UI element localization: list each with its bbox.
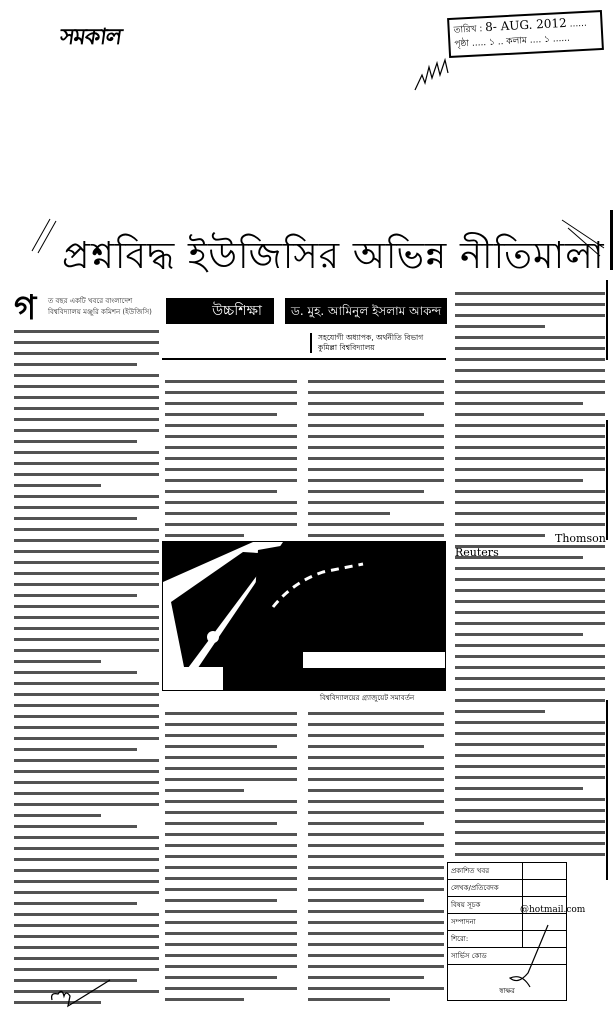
text-line bbox=[14, 330, 159, 333]
text-line bbox=[165, 424, 297, 427]
form-row-label: প্রকাশিত খবর bbox=[451, 867, 490, 875]
signature-scribble-icon bbox=[48, 970, 118, 1010]
text-line bbox=[455, 424, 605, 427]
text-line bbox=[14, 946, 159, 949]
text-line bbox=[165, 987, 297, 990]
text-line bbox=[308, 756, 444, 759]
text-line bbox=[165, 899, 277, 902]
text-line bbox=[14, 880, 159, 883]
text-line bbox=[308, 789, 444, 792]
text-line bbox=[455, 446, 605, 449]
text-line bbox=[165, 446, 297, 449]
text-line bbox=[14, 352, 159, 355]
text-line bbox=[455, 809, 605, 812]
stamp-page-row: পৃষ্ঠা ..... ১ .. কলাম .... ১ ...... bbox=[454, 33, 571, 50]
text-line bbox=[308, 965, 444, 968]
text-line bbox=[455, 292, 605, 295]
text-line bbox=[455, 468, 605, 471]
text-line bbox=[165, 943, 297, 946]
text-line bbox=[14, 572, 159, 575]
text-line bbox=[14, 396, 159, 399]
text-line bbox=[308, 723, 444, 726]
form-signature-label: স্বাক্ষর bbox=[499, 987, 515, 995]
text-line bbox=[165, 723, 297, 726]
text-line bbox=[165, 954, 297, 957]
text-line bbox=[455, 490, 605, 493]
right-edge-line bbox=[606, 280, 608, 360]
text-line bbox=[14, 737, 159, 740]
text-line bbox=[14, 363, 137, 366]
text-line bbox=[455, 710, 545, 713]
text-line bbox=[14, 506, 159, 509]
text-line bbox=[165, 998, 244, 1001]
text-line bbox=[14, 429, 159, 432]
right-edge-line bbox=[606, 420, 608, 540]
stamp-column-value: ১ bbox=[543, 34, 551, 46]
text-line bbox=[308, 391, 444, 394]
text-column-6 bbox=[455, 292, 605, 864]
text-line bbox=[14, 836, 159, 839]
text-line bbox=[308, 534, 444, 537]
text-line bbox=[455, 655, 605, 658]
text-line bbox=[455, 633, 583, 636]
text-line bbox=[455, 578, 605, 581]
text-line bbox=[308, 943, 444, 946]
text-column-3 bbox=[308, 380, 444, 545]
text-line bbox=[308, 800, 444, 803]
author-role-institution: কুমিল্লা বিশ্ববিদ্যালয় bbox=[318, 343, 375, 352]
author-name: ড. মুহ. আমিনুল ইসলাম আকন্দ bbox=[285, 298, 447, 324]
form-row-label: লেখক/প্রতিবেদক bbox=[451, 884, 499, 892]
text-line bbox=[308, 822, 424, 825]
article-headline: প্রশ্নবিদ্ধ ইউজিসির অভিন্ন নীতিমালা bbox=[62, 234, 605, 277]
quote-mark-right-icon bbox=[560, 218, 610, 258]
text-line bbox=[165, 402, 297, 405]
text-line bbox=[14, 561, 159, 564]
stamp-page-label: পৃষ্ঠা bbox=[454, 38, 470, 50]
text-line bbox=[455, 479, 583, 482]
graduation-photo-image bbox=[163, 542, 445, 690]
text-line bbox=[308, 457, 444, 460]
text-line bbox=[165, 877, 297, 880]
text-line bbox=[455, 358, 605, 361]
text-line bbox=[455, 798, 605, 801]
text-line bbox=[14, 671, 137, 674]
text-line bbox=[455, 677, 605, 680]
text-line bbox=[455, 567, 605, 570]
text-line bbox=[165, 391, 297, 394]
text-line bbox=[455, 732, 605, 735]
text-line bbox=[455, 787, 583, 790]
text-line bbox=[14, 682, 159, 685]
form-row bbox=[448, 863, 566, 880]
text-line bbox=[308, 512, 390, 515]
text-line bbox=[165, 479, 297, 482]
form-row-label: শিরো: bbox=[451, 935, 469, 943]
text-line bbox=[308, 479, 444, 482]
text-line bbox=[308, 976, 424, 979]
text-line bbox=[165, 921, 297, 924]
text-line bbox=[165, 512, 297, 515]
text-line bbox=[308, 712, 444, 715]
article-photo bbox=[162, 541, 446, 691]
text-line bbox=[165, 490, 277, 493]
text-line bbox=[455, 743, 605, 746]
text-line bbox=[455, 831, 605, 834]
text-line bbox=[165, 965, 297, 968]
text-line bbox=[308, 402, 444, 405]
stamp-date-value: 8- AUG. 2012 bbox=[484, 15, 568, 35]
text-line bbox=[14, 935, 159, 938]
text-line bbox=[455, 754, 605, 757]
english-text-thomson: Thomson bbox=[555, 532, 606, 545]
text-line bbox=[455, 842, 605, 845]
text-line bbox=[165, 457, 297, 460]
text-line bbox=[14, 858, 159, 861]
form-row-label: সম্পাদনা bbox=[451, 918, 476, 926]
text-line bbox=[308, 932, 444, 935]
clipping-stamp bbox=[447, 10, 604, 58]
text-line bbox=[14, 803, 159, 806]
text-line bbox=[165, 756, 297, 759]
lead-text: ত বছর একটি খবরে বাংলাদেশ বিশ্ববিদ্যালয় মঞ্জুরি কমিশন (ইউজিসি) bbox=[48, 297, 152, 316]
section-label: উচ্চশিক্ষা bbox=[166, 298, 274, 324]
text-line bbox=[14, 451, 159, 454]
photo-caption: বিশ্ববিদ্যালয়ের গ্র্যাজুয়েট সমাবর্তন bbox=[320, 694, 415, 702]
text-line bbox=[14, 825, 137, 828]
text-line bbox=[455, 523, 605, 526]
text-line bbox=[14, 385, 159, 388]
text-line bbox=[308, 866, 444, 869]
text-line bbox=[14, 649, 159, 652]
text-line bbox=[14, 902, 137, 905]
text-line bbox=[14, 726, 159, 729]
text-line bbox=[455, 336, 605, 339]
text-line bbox=[165, 745, 277, 748]
text-line bbox=[455, 347, 605, 350]
text-line bbox=[455, 534, 545, 537]
text-line bbox=[165, 380, 297, 383]
text-line bbox=[165, 811, 297, 814]
text-line bbox=[455, 435, 605, 438]
text-line bbox=[14, 638, 159, 641]
text-line bbox=[308, 910, 444, 913]
text-line bbox=[308, 877, 444, 880]
text-line bbox=[14, 715, 159, 718]
text-line bbox=[455, 501, 605, 504]
text-line bbox=[14, 440, 137, 443]
text-line bbox=[165, 800, 297, 803]
text-line bbox=[455, 721, 605, 724]
stamp-date-label: তারিখ : bbox=[453, 24, 483, 36]
text-line bbox=[14, 484, 101, 487]
text-line bbox=[455, 688, 605, 691]
text-line bbox=[14, 341, 159, 344]
text-line bbox=[14, 748, 137, 751]
text-line bbox=[455, 457, 605, 460]
text-line bbox=[308, 888, 444, 891]
filing-form bbox=[447, 862, 567, 1001]
text-line bbox=[455, 644, 605, 647]
form-row bbox=[448, 880, 566, 897]
text-line bbox=[308, 998, 390, 1001]
text-line bbox=[165, 767, 297, 770]
text-line bbox=[308, 413, 424, 416]
text-line bbox=[455, 512, 605, 515]
stamp-column-label: কলাম bbox=[506, 35, 528, 48]
author-role bbox=[310, 333, 423, 353]
text-line bbox=[14, 869, 159, 872]
text-line bbox=[165, 712, 297, 715]
stamp-date-row: তারিখ : 8- AUG. 2012 ...... bbox=[453, 15, 588, 36]
text-line bbox=[308, 778, 444, 781]
text-line bbox=[14, 594, 137, 597]
text-line bbox=[308, 833, 444, 836]
text-line bbox=[455, 413, 605, 416]
text-column-5 bbox=[308, 712, 444, 1009]
text-line bbox=[308, 523, 444, 526]
text-line bbox=[455, 314, 605, 317]
form-row-label: বিষয় সূচক bbox=[451, 901, 481, 909]
text-line bbox=[165, 468, 297, 471]
text-line bbox=[455, 325, 545, 328]
text-line bbox=[14, 891, 159, 894]
text-line bbox=[14, 781, 159, 784]
text-line bbox=[165, 734, 297, 737]
text-line bbox=[14, 847, 159, 850]
clip-edge-line bbox=[610, 210, 613, 270]
text-line bbox=[14, 462, 159, 465]
text-line bbox=[165, 932, 297, 935]
text-line bbox=[165, 888, 297, 891]
text-line bbox=[14, 616, 159, 619]
text-line bbox=[14, 660, 101, 663]
text-line bbox=[165, 413, 277, 416]
text-line bbox=[165, 789, 244, 792]
text-line bbox=[455, 303, 605, 306]
text-line bbox=[14, 495, 159, 498]
text-line bbox=[165, 976, 277, 979]
text-line bbox=[14, 792, 159, 795]
stamp-page-value: ১ bbox=[488, 37, 496, 48]
text-line bbox=[14, 770, 159, 773]
text-line bbox=[14, 583, 159, 586]
text-line bbox=[455, 820, 605, 823]
text-line bbox=[165, 844, 297, 847]
newspaper-masthead: সমকাল bbox=[58, 24, 123, 50]
text-line bbox=[165, 778, 297, 781]
text-column-4 bbox=[165, 712, 297, 1009]
text-line bbox=[455, 853, 605, 856]
text-line bbox=[308, 424, 444, 427]
text-line bbox=[308, 490, 424, 493]
drop-cap: গ bbox=[14, 288, 37, 328]
text-line bbox=[308, 435, 444, 438]
text-line bbox=[308, 987, 444, 990]
text-line bbox=[308, 468, 444, 471]
text-line bbox=[14, 473, 159, 476]
text-column-1 bbox=[14, 330, 159, 1012]
text-line bbox=[14, 374, 159, 377]
text-line bbox=[308, 380, 444, 383]
text-line bbox=[308, 811, 444, 814]
text-line bbox=[165, 523, 297, 526]
form-row-label: সার্ভিস কোড bbox=[451, 952, 487, 960]
text-line bbox=[14, 517, 137, 520]
text-line bbox=[455, 402, 583, 405]
text-line bbox=[14, 418, 159, 421]
text-line bbox=[14, 407, 159, 410]
text-line bbox=[455, 765, 605, 768]
text-line bbox=[455, 391, 605, 394]
text-line bbox=[165, 435, 297, 438]
text-line bbox=[14, 814, 101, 817]
text-line bbox=[14, 693, 159, 696]
form-email: @hotmail.com bbox=[520, 905, 586, 915]
text-line bbox=[455, 611, 605, 614]
text-line bbox=[165, 866, 297, 869]
text-line bbox=[165, 833, 297, 836]
text-line bbox=[308, 954, 444, 957]
text-line bbox=[165, 910, 297, 913]
text-line bbox=[308, 501, 444, 504]
text-line bbox=[14, 528, 159, 531]
text-line bbox=[14, 539, 159, 542]
text-line bbox=[14, 704, 159, 707]
text-line bbox=[308, 745, 424, 748]
initials-scribble-icon bbox=[410, 45, 460, 95]
text-line bbox=[455, 589, 605, 592]
text-line bbox=[308, 899, 424, 902]
text-line bbox=[308, 446, 444, 449]
text-line bbox=[14, 913, 159, 916]
text-line bbox=[14, 605, 159, 608]
text-line bbox=[455, 666, 605, 669]
text-column-2 bbox=[165, 380, 297, 545]
text-line bbox=[14, 759, 159, 762]
text-line bbox=[308, 921, 444, 924]
text-line bbox=[308, 767, 444, 770]
text-line bbox=[308, 734, 444, 737]
text-line bbox=[165, 822, 277, 825]
text-line bbox=[455, 776, 605, 779]
text-line bbox=[165, 534, 244, 537]
text-line bbox=[455, 380, 605, 383]
text-line bbox=[165, 855, 297, 858]
text-line bbox=[455, 622, 605, 625]
right-edge-line bbox=[606, 700, 608, 880]
text-line bbox=[14, 924, 159, 927]
text-line bbox=[14, 957, 159, 960]
text-line bbox=[308, 844, 444, 847]
text-line bbox=[455, 600, 605, 603]
text-line bbox=[455, 699, 605, 702]
byline-rule bbox=[162, 358, 446, 360]
text-line bbox=[455, 369, 605, 372]
text-line bbox=[14, 550, 159, 553]
text-line bbox=[14, 627, 159, 630]
text-line bbox=[308, 855, 444, 858]
text-line bbox=[165, 501, 297, 504]
english-text-reuters: Reuters bbox=[455, 546, 499, 559]
form-signature-mark-icon bbox=[508, 923, 558, 993]
author-role-title: সহযোগী অধ্যাপক, অর্থনীতি বিভাগ bbox=[318, 333, 424, 342]
